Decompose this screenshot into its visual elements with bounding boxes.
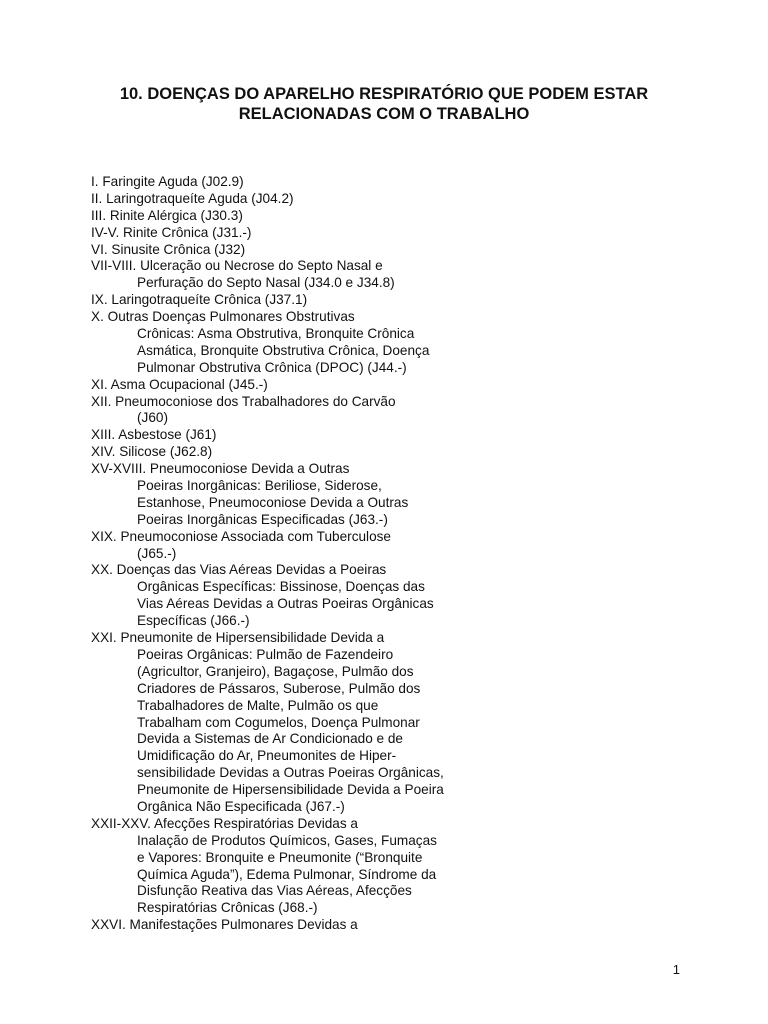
list-item: XV-XVIII. Pneumoconiose Devida a Outras — [91, 461, 350, 477]
title-line-2: RELACIONADAS COM O TRABALHO — [238, 105, 530, 123]
list-item-continuation: Disfunção Reativa das Vias Aéreas, Afecções — [137, 883, 412, 899]
list-item-continuation: Umidificação do Ar, Pneumonites de Hiper- — [137, 748, 397, 764]
list-item: X. Outras Doenças Pulmonares Obstrutivas — [91, 309, 355, 325]
list-item-continuation: Pulmonar Obstrutiva Crônica (DPOC) (J44.-) — [137, 359, 407, 375]
list-item: VI. Sinusite Crônica (J32) — [91, 241, 246, 257]
list-item-continuation: (Agricultor, Granjeiro), Bagaçose, Pulmão dos — [137, 663, 414, 679]
list-item-continuation: Devida a Sistemas de Ar Condicionado e de — [137, 731, 403, 747]
list-item: XII. Pneumoconiose dos Trabalhadores do Carvão — [91, 393, 396, 409]
list-item-continuation: Perfuração do Septo Nasal (J34.0 e J34.8) — [137, 275, 395, 291]
list-item: VII-VIII. Ulceração ou Necrose do Septo Nasal e — [91, 258, 383, 274]
list-item: XIV. Silicose (J62.8) — [91, 444, 213, 460]
list-item: XXI. Pneumonite de Hipersensibilidade Devida a — [91, 630, 385, 646]
list-item-continuation: Orgânicas Específicas: Bissinose, Doenças das — [137, 579, 425, 595]
list-item-continuation: Pneumonite de Hipersensibilidade Devida a Poeira — [137, 782, 444, 798]
list-item-continuation: sensibilidade Devidas a Outras Poeiras Orgânicas, — [137, 765, 444, 781]
list-item: XXVI. Manifestações Pulmonares Devidas a — [91, 917, 358, 933]
page-number: 1 — [672, 962, 680, 977]
disease-list — [91, 174, 444, 934]
title-line-1: 10. DOENÇAS DO APARELHO RESPIRATÓRIO QUE PODEM ESTAR — [119, 85, 649, 103]
list-item-continuation: Crônicas: Asma Obstrutiva, Bronquite Crônica — [137, 326, 415, 342]
list-item-continuation: Trabalham com Cogumelos, Doença Pulmonar — [137, 714, 420, 730]
list-item-continuation: Vias Aéreas Devidas a Outras Poeiras Orgânicas — [137, 596, 434, 612]
list-item: XIII. Asbestose (J61) — [91, 427, 217, 443]
list-item: II. Laringotraqueíte Aguda (J04.2) — [91, 190, 294, 206]
list-item-continuation: Criadores de Pássaros, Suberose, Pulmão dos — [137, 680, 421, 696]
list-item-continuation: (J65.-) — [137, 545, 177, 561]
list-item-continuation: Asmática, Bronquite Obstrutiva Crônica, Doença — [137, 342, 430, 358]
list-item-continuation: Química Aguda”), Edema Pulmonar, Síndrome da — [137, 866, 437, 882]
list-item-continuation: Poeiras Inorgânicas: Beriliose, Siderose, — [137, 478, 382, 494]
list-item: III. Rinite Alérgica (J30.3) — [91, 207, 243, 223]
list-item-continuation: Estanhose, Pneumoconiose Devida a Outras — [137, 494, 409, 510]
list-item-continuation: Orgânica Não Especificada (J67.-) — [137, 798, 345, 814]
list-item: XIX. Pneumoconiose Associada com Tuberculose — [91, 528, 391, 544]
list-item-continuation: e Vapores: Bronquite e Pneumonite (“Bronquite — [137, 849, 423, 865]
list-item: IV-V. Rinite Crônica (J31.-) — [91, 224, 252, 240]
list-item: XXII-XXV. Afecções Respiratórias Devidas a — [91, 815, 358, 831]
list-item-continuation: Poeiras Inorgânicas Especificadas (J63.-) — [137, 511, 388, 527]
list-item-continuation: Trabalhadores de Malte, Pulmão os que — [137, 697, 379, 713]
list-item-continuation: Específicas (J66.-) — [137, 613, 250, 629]
list-item-continuation: Inalação de Produtos Químicos, Gases, Fumaças — [137, 832, 437, 848]
list-item-continuation: Poeiras Orgânicas: Pulmão de Fazendeiro — [137, 646, 394, 662]
list-item: XI. Asma Ocupacional (J45.-) — [91, 376, 268, 392]
list-item: IX. Laringotraqueíte Crônica (J37.1) — [91, 292, 308, 308]
list-item: I. Faringite Aguda (J02.9) — [91, 174, 244, 189]
list-item-continuation: (J60) — [137, 410, 168, 426]
list-item-continuation: Respiratórias Crônicas (J68.-) — [137, 900, 318, 916]
list-item: XX. Doenças das Vias Aéreas Devidas a Poeiras — [91, 562, 387, 578]
document-title — [40, 84, 728, 124]
